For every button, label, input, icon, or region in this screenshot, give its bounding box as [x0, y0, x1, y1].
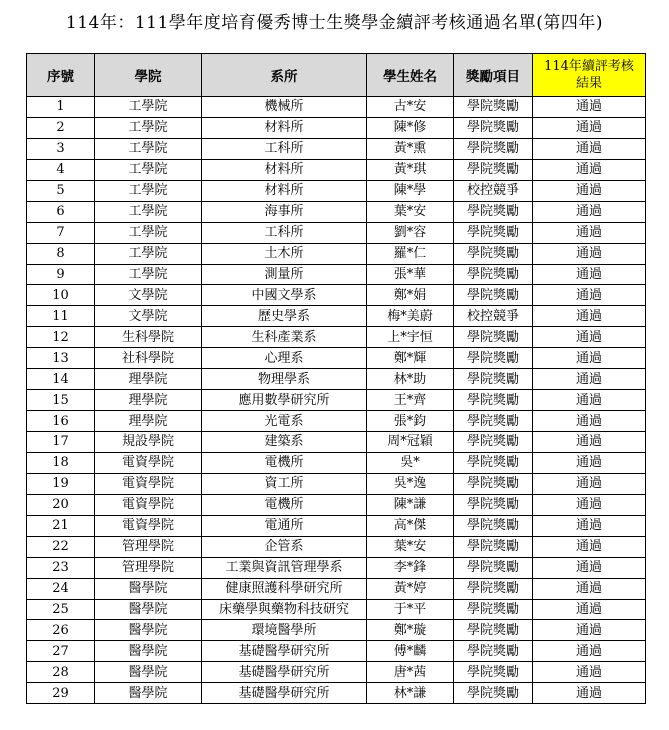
cell-result: 通過 [533, 473, 646, 494]
cell-result: 通過 [533, 264, 646, 285]
cell-award: 學院獎勵 [454, 285, 533, 306]
table-row [27, 452, 646, 473]
cell-seq: 19 [27, 473, 95, 494]
cell-student: 傅*麟 [367, 641, 454, 662]
cell-seq: 16 [27, 411, 95, 432]
cell-student: 古*安 [367, 97, 454, 118]
cell-department: 環境醫學所 [202, 620, 367, 641]
cell-award: 學院獎勵 [454, 243, 533, 264]
table-row [27, 117, 646, 138]
header-student: 學生姓名 [367, 54, 454, 97]
cell-award: 學院獎勵 [454, 620, 533, 641]
cell-award: 學院獎勵 [454, 515, 533, 536]
cell-result: 通過 [533, 97, 646, 118]
cell-student: 鄭*輝 [367, 348, 454, 369]
cell-result: 通過 [533, 452, 646, 473]
cell-seq: 10 [27, 285, 95, 306]
cell-department: 電機所 [202, 494, 367, 515]
cell-award: 學院獎勵 [454, 117, 533, 138]
cell-student: 吳* [367, 452, 454, 473]
table-header-row [27, 54, 646, 97]
cell-college: 理學院 [95, 390, 202, 411]
table-row [27, 369, 646, 390]
table-row [27, 557, 646, 578]
cell-seq: 9 [27, 264, 95, 285]
cell-college: 理學院 [95, 411, 202, 432]
cell-seq: 24 [27, 578, 95, 599]
cell-award: 學院獎勵 [454, 641, 533, 662]
table-row [27, 599, 646, 620]
cell-seq: 3 [27, 138, 95, 159]
cell-college: 規設學院 [95, 432, 202, 453]
cell-student: 羅*仁 [367, 243, 454, 264]
cell-result: 通過 [533, 641, 646, 662]
table-row [27, 515, 646, 536]
cell-department: 健康照護科學研究所 [202, 578, 367, 599]
cell-student: 劉*容 [367, 222, 454, 243]
cell-seq: 1 [27, 97, 95, 118]
cell-student: 黃*熏 [367, 138, 454, 159]
table-row [27, 285, 646, 306]
cell-department: 資工所 [202, 473, 367, 494]
cell-result: 通過 [533, 306, 646, 327]
cell-seq: 5 [27, 180, 95, 201]
table-row [27, 264, 646, 285]
table-row [27, 201, 646, 222]
cell-college: 管理學院 [95, 536, 202, 557]
table-row [27, 180, 646, 201]
cell-college: 醫學院 [95, 641, 202, 662]
table-row [27, 306, 646, 327]
cell-result: 通過 [533, 620, 646, 641]
cell-seq: 20 [27, 494, 95, 515]
cell-department: 歷史學系 [202, 306, 367, 327]
cell-college: 理學院 [95, 369, 202, 390]
cell-department: 心理系 [202, 348, 367, 369]
cell-college: 工學院 [95, 222, 202, 243]
cell-college: 文學院 [95, 285, 202, 306]
cell-student: 張*華 [367, 264, 454, 285]
table-row [27, 390, 646, 411]
header-result [533, 54, 646, 97]
cell-department: 材料所 [202, 180, 367, 201]
table-row [27, 494, 646, 515]
cell-award: 學院獎勵 [454, 201, 533, 222]
cell-result: 通過 [533, 369, 646, 390]
cell-result: 通過 [533, 494, 646, 515]
cell-seq: 15 [27, 390, 95, 411]
cell-seq: 22 [27, 536, 95, 557]
cell-student: 鄭*璇 [367, 620, 454, 641]
cell-result: 通過 [533, 536, 646, 557]
cell-award: 校控競爭 [454, 306, 533, 327]
cell-department: 物理學系 [202, 369, 367, 390]
cell-department: 工業與資訊管理學系 [202, 557, 367, 578]
cell-award: 學院獎勵 [454, 348, 533, 369]
cell-result: 通過 [533, 180, 646, 201]
cell-result: 通過 [533, 557, 646, 578]
cell-seq: 27 [27, 641, 95, 662]
cell-result: 通過 [533, 683, 646, 704]
cell-student: 葉*安 [367, 536, 454, 557]
cell-seq: 26 [27, 620, 95, 641]
header-result-line1: 114年續評考核 [544, 59, 634, 74]
cell-award: 學院獎勵 [454, 97, 533, 118]
cell-seq: 12 [27, 327, 95, 348]
cell-seq: 17 [27, 432, 95, 453]
cell-result: 通過 [533, 159, 646, 180]
cell-student: 周*冠穎 [367, 432, 454, 453]
cell-student: 陳*謙 [367, 494, 454, 515]
cell-result: 通過 [533, 327, 646, 348]
cell-department: 電機所 [202, 452, 367, 473]
cell-college: 電資學院 [95, 473, 202, 494]
cell-award: 學院獎勵 [454, 578, 533, 599]
cell-college: 管理學院 [95, 557, 202, 578]
cell-student: 唐*茜 [367, 662, 454, 683]
cell-department: 材料所 [202, 117, 367, 138]
cell-result: 通過 [533, 117, 646, 138]
cell-student: 葉*安 [367, 201, 454, 222]
cell-award: 學院獎勵 [454, 599, 533, 620]
cell-seq: 6 [27, 201, 95, 222]
cell-college: 電資學院 [95, 494, 202, 515]
cell-student: 吳*逸 [367, 473, 454, 494]
cell-college: 醫學院 [95, 599, 202, 620]
cell-award: 學院獎勵 [454, 432, 533, 453]
cell-seq: 25 [27, 599, 95, 620]
cell-college: 文學院 [95, 306, 202, 327]
cell-seq: 21 [27, 515, 95, 536]
header-seq: 序號 [27, 54, 95, 97]
cell-college: 社科學院 [95, 348, 202, 369]
table-row [27, 348, 646, 369]
cell-department: 基礎醫學研究所 [202, 641, 367, 662]
cell-college: 工學院 [95, 264, 202, 285]
cell-seq: 4 [27, 159, 95, 180]
cell-student: 黃*琪 [367, 159, 454, 180]
cell-department: 建築系 [202, 432, 367, 453]
header-college: 學院 [95, 54, 202, 97]
cell-award: 學院獎勵 [454, 264, 533, 285]
cell-department: 土木所 [202, 243, 367, 264]
cell-department: 企管系 [202, 536, 367, 557]
cell-student: 陳*修 [367, 117, 454, 138]
cell-student: 高*傑 [367, 515, 454, 536]
cell-seq: 29 [27, 683, 95, 704]
table-row [27, 222, 646, 243]
table-row [27, 662, 646, 683]
cell-college: 工學院 [95, 180, 202, 201]
cell-award: 學院獎勵 [454, 222, 533, 243]
cell-award: 學院獎勵 [454, 138, 533, 159]
cell-department: 海事所 [202, 201, 367, 222]
cell-seq: 13 [27, 348, 95, 369]
cell-award: 學院獎勵 [454, 557, 533, 578]
cell-college: 工學院 [95, 117, 202, 138]
table-row [27, 473, 646, 494]
cell-seq: 8 [27, 243, 95, 264]
cell-award: 學院獎勵 [454, 159, 533, 180]
cell-award: 校控競爭 [454, 180, 533, 201]
cell-seq: 14 [27, 369, 95, 390]
cell-student: 梅*美蔚 [367, 306, 454, 327]
cell-college: 醫學院 [95, 662, 202, 683]
cell-college: 工學院 [95, 201, 202, 222]
cell-award: 學院獎勵 [454, 390, 533, 411]
cell-department: 中國文學系 [202, 285, 367, 306]
table-row [27, 683, 646, 704]
cell-department: 材料所 [202, 159, 367, 180]
header-result-line2: 結果 [575, 76, 602, 91]
cell-seq: 7 [27, 222, 95, 243]
cell-student: 鄭*娟 [367, 285, 454, 306]
cell-department: 工科所 [202, 222, 367, 243]
cell-college: 工學院 [95, 138, 202, 159]
cell-student: 于*平 [367, 599, 454, 620]
cell-college: 醫學院 [95, 578, 202, 599]
cell-result: 通過 [533, 432, 646, 453]
cell-result: 通過 [533, 662, 646, 683]
table-row [27, 243, 646, 264]
cell-award: 學院獎勵 [454, 411, 533, 432]
cell-result: 通過 [533, 201, 646, 222]
cell-department: 測量所 [202, 264, 367, 285]
cell-result: 通過 [533, 243, 646, 264]
cell-student: 林*謙 [367, 683, 454, 704]
cell-award: 學院獎勵 [454, 494, 533, 515]
cell-award: 學院獎勵 [454, 536, 533, 557]
cell-seq: 18 [27, 452, 95, 473]
cell-result: 通過 [533, 578, 646, 599]
cell-college: 電資學院 [95, 515, 202, 536]
cell-department: 應用數學研究所 [202, 390, 367, 411]
cell-result: 通過 [533, 222, 646, 243]
scholarship-table [26, 53, 646, 704]
cell-college: 電資學院 [95, 452, 202, 473]
cell-result: 通過 [533, 599, 646, 620]
cell-department: 電通所 [202, 515, 367, 536]
cell-college: 醫學院 [95, 683, 202, 704]
cell-department: 基礎醫學研究所 [202, 662, 367, 683]
cell-college: 生科學院 [95, 327, 202, 348]
cell-department: 工科所 [202, 138, 367, 159]
table-row [27, 411, 646, 432]
cell-student: 林*助 [367, 369, 454, 390]
cell-college: 工學院 [95, 159, 202, 180]
cell-student: 黃*婷 [367, 578, 454, 599]
table-row [27, 432, 646, 453]
cell-award: 學院獎勵 [454, 327, 533, 348]
table-row [27, 138, 646, 159]
cell-seq: 2 [27, 117, 95, 138]
cell-award: 學院獎勵 [454, 452, 533, 473]
cell-college: 醫學院 [95, 620, 202, 641]
cell-result: 通過 [533, 390, 646, 411]
cell-result: 通過 [533, 138, 646, 159]
header-award: 獎勵項目 [454, 54, 533, 97]
table-row [27, 327, 646, 348]
cell-department: 機械所 [202, 97, 367, 118]
cell-seq: 11 [27, 306, 95, 327]
cell-result: 通過 [533, 348, 646, 369]
table-row [27, 641, 646, 662]
cell-seq: 23 [27, 557, 95, 578]
cell-department: 光電系 [202, 411, 367, 432]
cell-student: 陳*學 [367, 180, 454, 201]
table-row [27, 620, 646, 641]
cell-department: 基礎醫學研究所 [202, 683, 367, 704]
cell-college: 工學院 [95, 243, 202, 264]
page-title: 114年：111學年度培育優秀博士生獎學金續評考核通過名單(第四年) [65, 13, 604, 33]
cell-result: 通過 [533, 515, 646, 536]
cell-seq: 28 [27, 662, 95, 683]
cell-student: 李*鋒 [367, 557, 454, 578]
cell-student: 張*鈞 [367, 411, 454, 432]
table-row [27, 97, 646, 118]
header-department: 系所 [202, 54, 367, 97]
cell-result: 通過 [533, 411, 646, 432]
table-row [27, 536, 646, 557]
cell-college: 工學院 [95, 97, 202, 118]
cell-department: 生科產業系 [202, 327, 367, 348]
cell-award: 學院獎勵 [454, 473, 533, 494]
cell-student: 上*宇恒 [367, 327, 454, 348]
cell-award: 學院獎勵 [454, 369, 533, 390]
cell-department: 床藥學與藥物科技研究 [202, 599, 367, 620]
cell-result: 通過 [533, 285, 646, 306]
cell-award: 學院獎勵 [454, 683, 533, 704]
table-row [27, 578, 646, 599]
cell-award: 學院獎勵 [454, 662, 533, 683]
table-row [27, 159, 646, 180]
cell-student: 王*齊 [367, 390, 454, 411]
